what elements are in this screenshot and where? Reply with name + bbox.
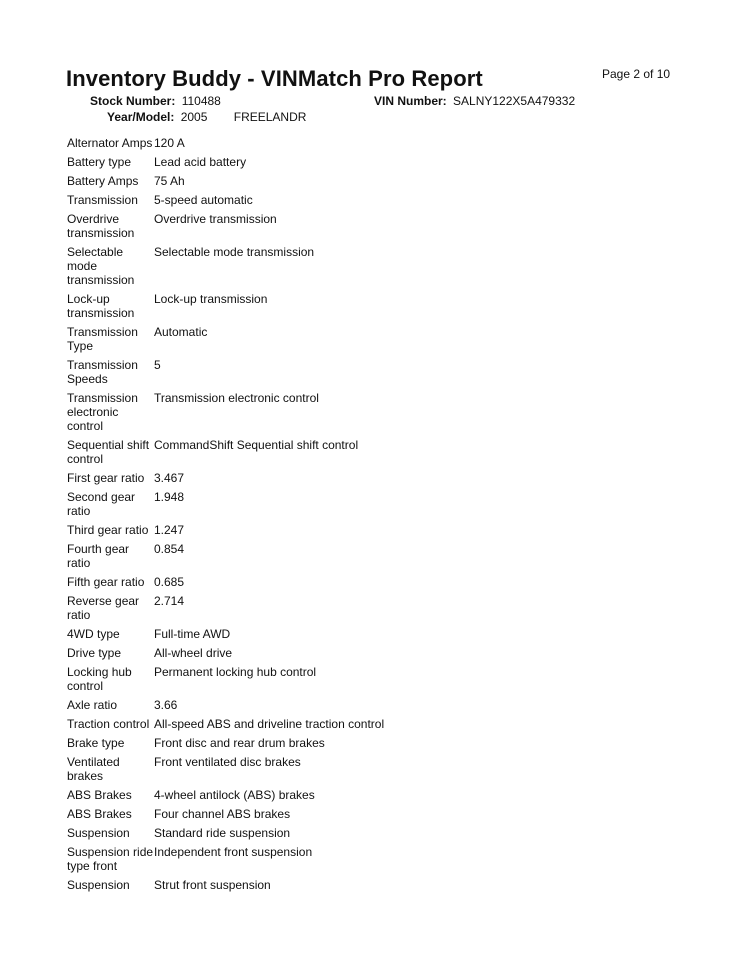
spec-label: Overdrive transmission	[67, 212, 135, 240]
spec-row	[67, 826, 467, 840]
spec-value: Overdrive transmission	[154, 212, 277, 226]
spec-value: Selectable mode transmission	[154, 245, 315, 259]
spec-label: Brake type	[67, 736, 125, 750]
spec-row	[67, 807, 467, 821]
spec-list	[67, 136, 467, 897]
spec-value: 75 Ah	[154, 174, 185, 188]
spec-label: 4WD type	[67, 627, 120, 641]
spec-label: ABS Brakes	[67, 788, 132, 802]
spec-value: 0.854	[154, 542, 185, 556]
spec-value: 120 A	[154, 136, 185, 150]
spec-label: Second gear ratio	[67, 490, 136, 518]
spec-label: Traction control	[67, 717, 150, 731]
year-model-label: Year/Model:	[107, 110, 175, 124]
spec-label: Locking hub control	[67, 665, 132, 693]
spec-row	[67, 391, 467, 433]
spec-label: Transmission	[67, 193, 138, 207]
spec-label: Suspension ride type front	[67, 845, 154, 873]
spec-row	[67, 245, 467, 287]
spec-label: Suspension	[67, 826, 130, 840]
spec-value: 3.66	[154, 698, 178, 712]
spec-value: Transmission electronic control	[154, 391, 319, 405]
spec-value: Front ventilated disc brakes	[154, 755, 301, 769]
spec-label: Third gear ratio	[67, 523, 149, 537]
spec-row	[67, 665, 467, 693]
spec-label: Transmission Speeds	[67, 358, 138, 386]
stock-number-value: 110488	[181, 94, 221, 108]
spec-label: Alternator Amps	[67, 136, 153, 150]
spec-value: Standard ride suspension	[154, 826, 291, 840]
spec-value: 2.714	[154, 594, 185, 608]
spec-label: Fifth gear ratio	[67, 575, 145, 589]
spec-row	[67, 471, 467, 485]
spec-row	[67, 523, 467, 537]
spec-row	[67, 594, 467, 622]
stock-number	[90, 94, 221, 108]
spec-row	[67, 575, 467, 589]
spec-label: Transmission Type	[67, 325, 138, 353]
spec-value: Front disc and rear drum brakes	[154, 736, 325, 750]
spec-row	[67, 358, 467, 386]
spec-value: 4-wheel antilock (ABS) brakes	[154, 788, 315, 802]
spec-row	[67, 788, 467, 802]
spec-value: 5	[154, 358, 161, 372]
spec-label: Sequential shift control	[67, 438, 150, 466]
spec-label: Fourth gear ratio	[67, 542, 130, 570]
spec-row	[67, 136, 467, 150]
spec-value: 0.685	[154, 575, 185, 589]
spec-label: Suspension	[67, 878, 130, 892]
spec-value: Strut front suspension	[154, 878, 271, 892]
spec-value: Permanent locking hub control	[154, 665, 317, 679]
spec-row	[67, 542, 467, 570]
spec-value: Lead acid battery	[154, 155, 247, 169]
vin-number	[374, 94, 575, 108]
spec-row	[67, 292, 467, 320]
spec-label: First gear ratio	[67, 471, 145, 485]
spec-value: Automatic	[154, 325, 208, 339]
spec-value: All-wheel drive	[154, 646, 233, 660]
spec-row	[67, 325, 467, 353]
spec-value: 1.247	[154, 523, 185, 537]
spec-value: 3.467	[154, 471, 185, 485]
spec-value: CommandShift Sequential shift control	[154, 438, 359, 452]
spec-row	[67, 193, 467, 207]
page-number: Page 2 of 10	[602, 67, 671, 81]
spec-label: Lock-up transmission	[67, 292, 135, 320]
spec-value: 1.948	[154, 490, 185, 504]
model-value: FREELANDR	[233, 110, 307, 124]
spec-value: Lock-up transmission	[154, 292, 268, 306]
spec-row	[67, 438, 467, 466]
spec-label: Battery type	[67, 155, 132, 169]
spec-label: Selectable mode transmission	[67, 245, 135, 287]
spec-value: All-speed ABS and driveline traction control	[154, 717, 385, 731]
spec-row	[67, 490, 467, 518]
spec-row	[67, 174, 467, 188]
spec-label: ABS Brakes	[67, 807, 132, 821]
year-value: 2005	[180, 110, 208, 124]
year-model	[107, 110, 306, 124]
spec-label: Ventilated brakes	[67, 755, 120, 783]
spec-row	[67, 755, 467, 783]
spec-row	[67, 717, 467, 731]
spec-label: Battery Amps	[67, 174, 139, 188]
vin-number-value: SALNY122X5A479332	[453, 94, 576, 108]
spec-label: Reverse gear ratio	[67, 594, 140, 622]
spec-row	[67, 878, 467, 892]
spec-row	[67, 845, 467, 873]
spec-row	[67, 212, 467, 240]
spec-label: Axle ratio	[67, 698, 118, 712]
report-title: Inventory Buddy - VINMatch Pro Report	[66, 66, 483, 91]
spec-row	[67, 646, 467, 660]
spec-row	[67, 698, 467, 712]
spec-value: Independent front suspension	[154, 845, 313, 859]
stock-number-label: Stock Number:	[90, 94, 176, 108]
spec-value: Full-time AWD	[154, 627, 231, 641]
spec-row	[67, 736, 467, 750]
spec-row	[67, 155, 467, 169]
spec-label: Drive type	[67, 646, 122, 660]
spec-value: Four channel ABS brakes	[154, 807, 291, 821]
spec-value: 5-speed automatic	[154, 193, 253, 207]
spec-label: Transmission electronic control	[67, 391, 138, 433]
vin-number-label: VIN Number:	[374, 94, 447, 108]
spec-row	[67, 627, 467, 641]
